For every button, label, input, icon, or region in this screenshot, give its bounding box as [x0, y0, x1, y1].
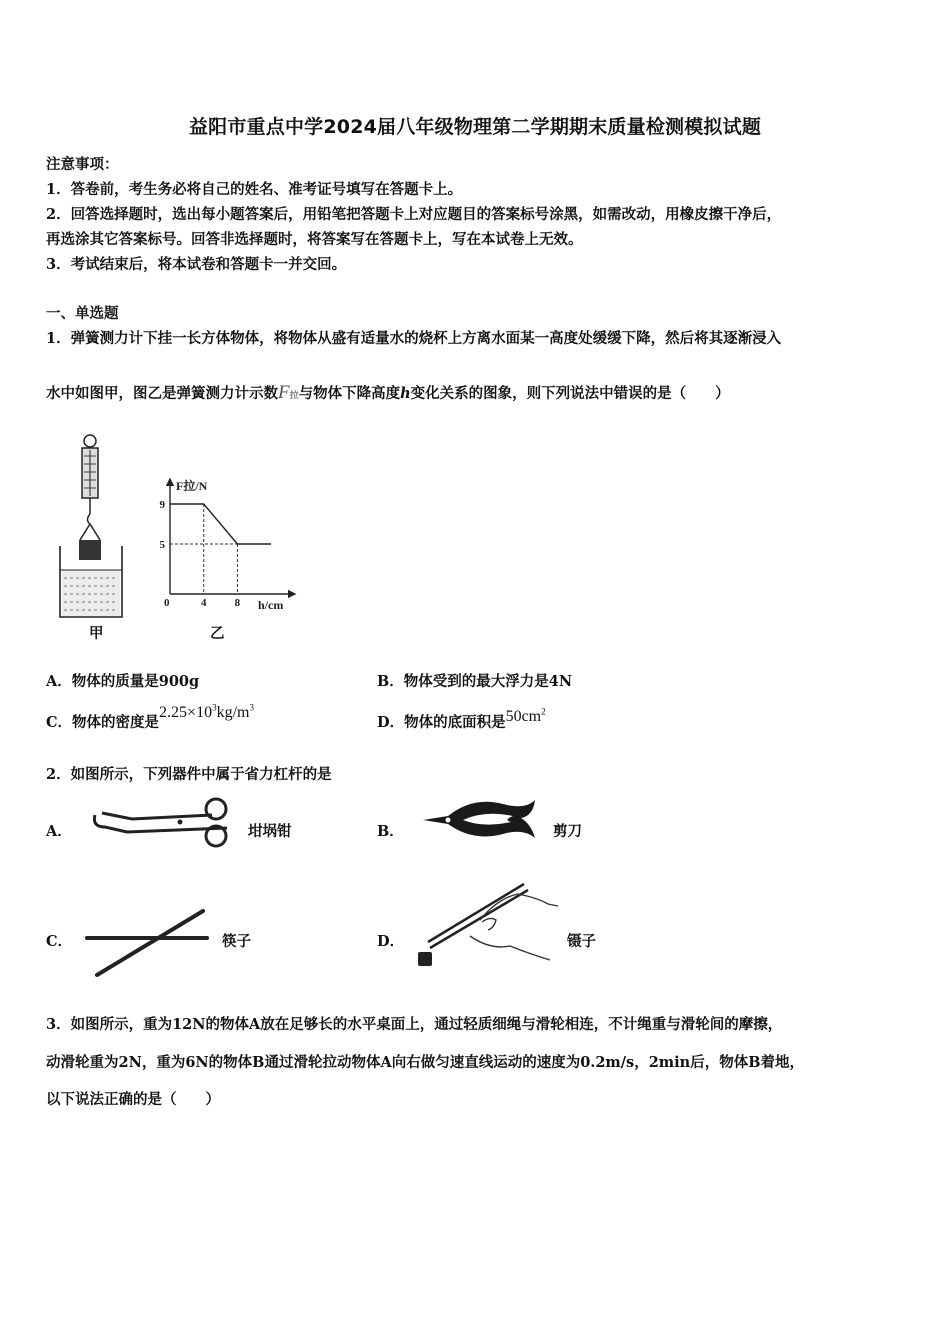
graph-origin-label: 0 — [164, 597, 170, 609]
graph-x-axis-label: h/cm — [258, 598, 284, 612]
notice-item-2: 2．回答选择题时，选出每小题答案后，用铅笔把答题卡上对应题目的答案标号涂黑，如需改动，用橡皮擦干净后， — [46, 206, 782, 223]
q1-option-d-prefix: D．物体的底面积是 — [377, 714, 506, 731]
q3-stem-line3: 以下说法正确的是（ ） — [46, 1091, 220, 1108]
q1-option-a: A．物体的质量是900g — [46, 673, 200, 690]
f-subscript: 拉 — [289, 391, 299, 401]
q1-stem-line1: 1．弹簧测力计下挂一长方体物体，将物体从盛有适量水的烧杯上方离水面某一高度处缓缓下降，然后将其逐渐浸入 — [46, 330, 782, 347]
q1-stem-line2 — [46, 382, 730, 404]
q3-stem-line2: 动滑轮重为2N，重为6N的物体B通过滑轮拉动物体A向右做匀速直线运动的速度为0.2m/s，2min后，物体B着地， — [46, 1054, 804, 1071]
area-formula: $50cm^2$ — [505, 706, 546, 725]
graph-data-line — [170, 504, 271, 544]
notice-item-2-cont: 再选涂其它答案标号。回答非选择题时，将答案写在答题卡上，写在本试卷上无效。 — [46, 231, 583, 248]
q1-text-b: 与物体下降高度 — [298, 385, 401, 402]
graph-x-tick-4: 4 — [200, 597, 207, 609]
page-title: 益阳市重点中学2024届八年级物理第二学期期末质量检测模拟试题 — [188, 116, 762, 138]
chopsticks-icon — [85, 905, 215, 980]
notice-heading: 注意事项： — [46, 156, 119, 173]
q2-option-d-letter: D． — [377, 933, 405, 950]
q2-option-c-caption: 筷子 — [222, 933, 251, 950]
q2-option-b-caption: 剪刀 — [553, 823, 582, 840]
spring-balance-beaker-figure — [50, 432, 140, 632]
h-variable: h — [400, 385, 411, 402]
q3-stem-line1: 3．如图所示，重为12N的物体A放在足够长的水平桌面上，通过轻质细绳与滑轮相连，不计绳重与滑轮间的摩擦， — [46, 1016, 783, 1033]
q2-option-a-caption: 坩埚钳 — [248, 823, 292, 840]
force-height-graph — [150, 474, 300, 619]
scissors-icon — [418, 798, 543, 848]
graph-y-tick-9: 9 — [159, 499, 165, 511]
density-formula: $2.25\times 10^3kg/m^3$ — [159, 702, 254, 721]
section-heading: 一、单选题 — [46, 305, 119, 322]
graph-y-tick-5: 5 — [159, 539, 165, 551]
q1-option-c — [46, 702, 254, 732]
q1-text-a: 水中如图甲，图乙是弹簧测力计示数 — [46, 385, 278, 402]
spring-balance-icon — [80, 435, 100, 540]
hanging-block — [79, 540, 101, 560]
q1-option-c-prefix: C．物体的密度是 — [46, 714, 160, 731]
notice-item-3: 3．考试结束后，将本试卷和答题卡一并交回。 — [46, 256, 347, 273]
q2-option-d-caption: 镊子 — [567, 933, 596, 950]
q2-option-c-letter: C． — [46, 933, 73, 950]
graph-y-axis-label: F拉/N — [176, 479, 208, 493]
notice-item-1: 1．答卷前，考生务必将自己的姓名、准考证号填写在答题卡上。 — [46, 181, 463, 198]
q1-text-c: 变化关系的图象，则下列说法中错误的是（ ） — [410, 385, 730, 402]
q2-option-a-letter: A． — [46, 823, 72, 840]
figure-label-jia: 甲 — [89, 625, 104, 642]
f-symbol: F — [278, 382, 290, 403]
tweezers-icon — [410, 880, 560, 975]
figure-label-yi: 乙 — [210, 625, 225, 642]
q1-option-b: B．物体受到的最大浮力是4N — [377, 673, 573, 690]
q2-option-b-letter: B． — [377, 823, 404, 840]
graph-x-tick-8: 8 — [234, 597, 241, 609]
crucible-tongs-icon — [90, 795, 235, 850]
q2-stem: 2．如图所示，下列器件中属于省力杠杆的是 — [46, 766, 332, 783]
q1-option-d — [377, 706, 546, 732]
